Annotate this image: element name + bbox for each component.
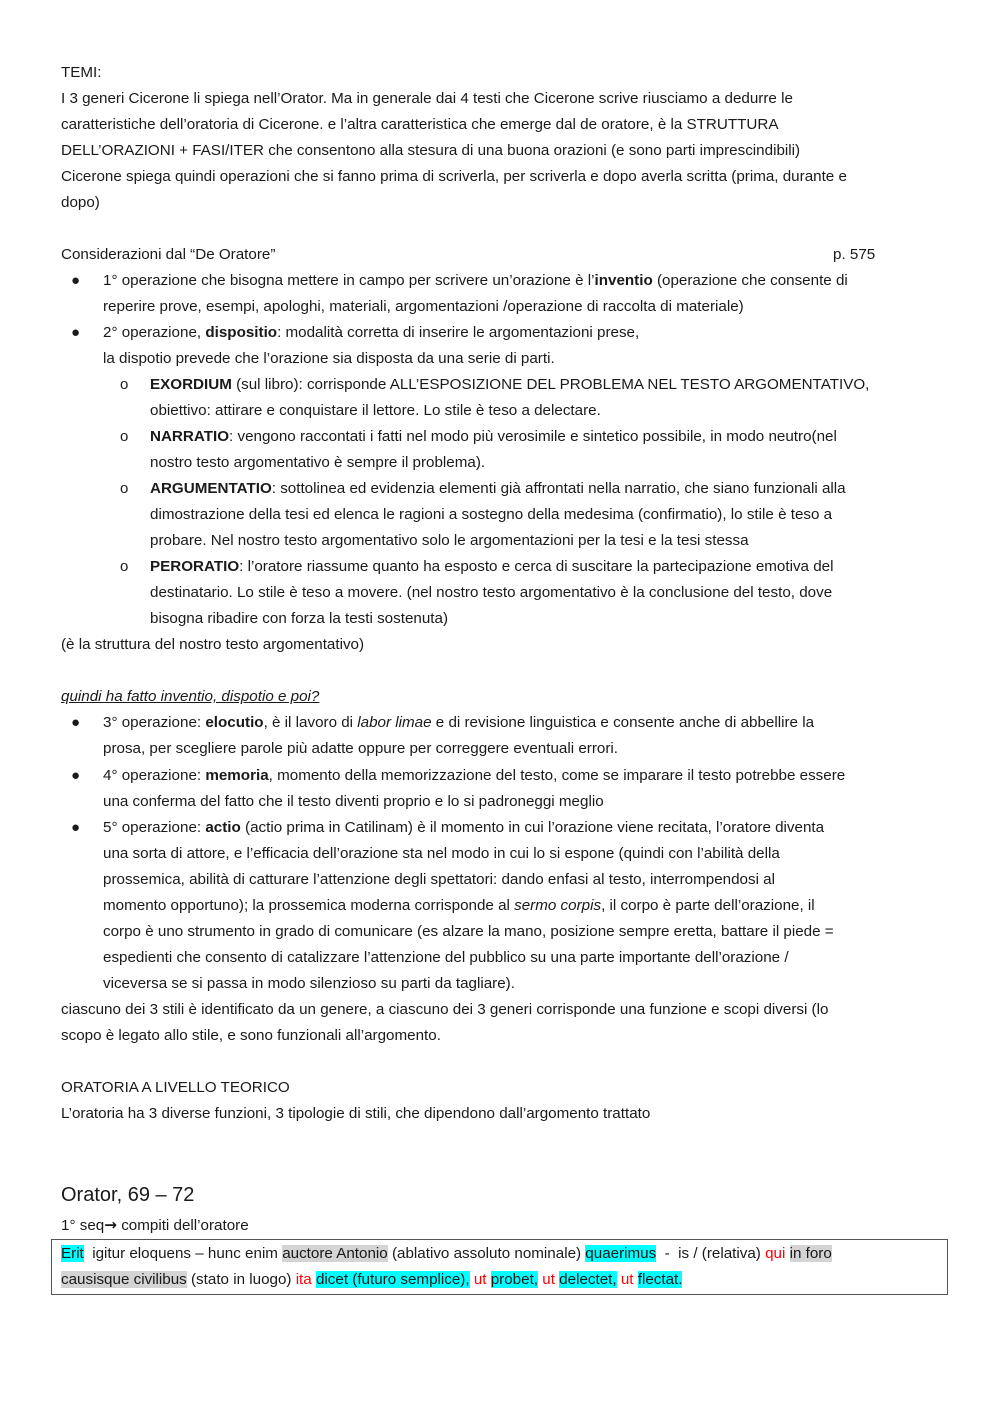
op4-pre: 4° operazione: xyxy=(103,767,206,784)
circle-bullet-icon: o xyxy=(120,558,129,575)
highlight-erit: Erit xyxy=(61,1245,84,1262)
highlight-quaerimus: quaerimus xyxy=(585,1245,657,1262)
op2-line-2: la dispotio prevede che l’orazione sia disposta da una serie di parti. xyxy=(103,350,555,367)
op1-post: (operazione che consente di xyxy=(652,272,848,289)
op5-line-4 xyxy=(103,896,815,916)
highlight-probet: probet, xyxy=(490,1271,539,1288)
argumentatio-label: ARGUMENTATIO xyxy=(150,480,272,497)
op5-post: (actio prima in Catilinam) è il momento in cui l’orazione viene recitata, l’oratore diventa xyxy=(240,819,825,836)
op3-italic: labor limae xyxy=(357,714,432,731)
exordium-line-2: obiettivo: attirare e conquistare il lettore. Lo stile è teso a delectare. xyxy=(150,402,601,419)
red-ut: ut xyxy=(542,1271,555,1288)
red-ut: ut xyxy=(620,1271,634,1288)
bullet-icon: ● xyxy=(71,767,81,784)
narratio-line-1 xyxy=(150,427,837,447)
latin-text-box xyxy=(51,1239,948,1295)
op4-bold: memoria xyxy=(205,767,269,784)
op3-post: e di revisione linguistica e consente anche di abbellire la xyxy=(431,714,815,731)
op3-bold: elocutio xyxy=(205,714,264,731)
temi-line-3: DELL’ORAZIONI + FASI/ITER che consentono alla stesura di una buona orazioni (e sono parti imprescindibili) xyxy=(61,142,801,159)
argumentatio-rest: : sottolinea ed evidenzia elementi già affrontati nella narratio, che siano funzionali alla xyxy=(271,480,846,497)
op5-line4-post: , il corpo è parte dell’orazione, il xyxy=(601,897,815,914)
red-ut: ut xyxy=(473,1271,487,1288)
exordium-line-1 xyxy=(150,375,869,395)
op5-line-5: corpo è uno strumento in grado di comunicare (es alzare la mano, posizione sempre eretta, battare il piede = xyxy=(103,923,834,940)
temi-line-5: dopo) xyxy=(61,194,100,211)
latin-line-2 xyxy=(61,1269,682,1291)
op5-line4-pre: momento opportuno); la prossemica moderna corrisponde al xyxy=(103,897,515,914)
orator-heading: Orator, 69 – 72 xyxy=(61,1184,195,1206)
bullet-icon: ● xyxy=(71,819,81,836)
highlight-in-foro: in foro xyxy=(789,1245,832,1262)
temi-heading: TEMI: xyxy=(61,64,102,81)
op2-line-1 xyxy=(103,323,639,343)
op5-line-7: viceversa se si passa in modo silenzioso su parti da tagliare). xyxy=(103,975,515,992)
considerazioni-title: Considerazioni dal “De Oratore” xyxy=(61,246,276,263)
latin-text xyxy=(785,1245,789,1262)
latin-text: (ablativo assoluto nominale) xyxy=(387,1245,586,1262)
argumentatio-line-3: probare. Nel nostro testo argomentativo solo le argomentazioni per la tesi e la tesi stessa xyxy=(150,532,749,549)
op4-line-1 xyxy=(103,766,845,786)
red-ita: ita xyxy=(295,1271,312,1288)
op5-bold: actio xyxy=(205,819,241,836)
op3-pre: 3° operazione: xyxy=(103,714,206,731)
op5-pre: 5° operazione: xyxy=(103,819,206,836)
latin-text: (stato in luogo) xyxy=(186,1271,296,1288)
exordium-rest: (sul libro): corrisponde ALL’ESPOSIZIONE DEL PROBLEMA NEL TESTO ARGOMENTATIVO, xyxy=(231,376,870,393)
op1-bold: inventio xyxy=(594,272,653,289)
argumentatio-line-2: dimostrazione della tesi ed elenca le ragioni a sostegno della medesima (confirmatio), lo stile è teso a xyxy=(150,506,833,523)
peroratio-line-1 xyxy=(150,557,834,577)
op3-mid: , è il lavoro di xyxy=(263,714,358,731)
peroratio-label: PERORATIO xyxy=(150,558,240,575)
seq-label: 1° seq xyxy=(61,1217,105,1234)
op2-pre: 2° operazione, xyxy=(103,324,206,341)
oratoria-heading: ORATORIA A LIVELLO TEORICO xyxy=(61,1079,290,1096)
circle-bullet-icon: o xyxy=(120,376,129,393)
highlight-dicet: dicet (futuro semplice), xyxy=(315,1271,470,1288)
op1-line-2: reperire prove, esempi, apologhi, materiali, argomentazioni /operazione di raccolta di materiale) xyxy=(103,298,744,315)
highlight-causisque: causisque civilibus xyxy=(61,1271,187,1288)
op5-line-3: prossemica, abilità di catturare l’attenzione degli spettatori: dando enfasi al testo, interrompendosi al xyxy=(103,871,776,888)
op3-line-2: prosa, per scegliere parole più adatte oppure per correggere eventuali errori. xyxy=(103,740,618,757)
op4-line-2: una conferma del fatto che il testo diventi proprio e lo si padroneggi meglio xyxy=(103,793,604,810)
stili-line-2: scopo è legato allo stile, e sono funzionali all’argomento. xyxy=(61,1027,441,1044)
bullet-icon: ● xyxy=(71,714,81,731)
peroratio-rest: : l’oratore riassume quanto ha esposto e cerca di suscitare la partecipazione emotiva del xyxy=(239,558,834,575)
quindi-question: quindi ha fatto inventio, dispotio e poi? xyxy=(61,688,320,705)
bullet-icon: ● xyxy=(71,324,81,341)
circle-bullet-icon: o xyxy=(120,428,129,445)
temi-line-2: caratteristiche dell’oratoria di Cicerone. e l’altra caratteristica che emerge dal de oratore, è la STRUTTURA xyxy=(61,116,779,133)
latin-text: igitur eloquens – hunc enim xyxy=(83,1245,283,1262)
op5-line4-italic: sermo corpis xyxy=(514,897,602,914)
op4-post: , momento della memorizzazione del testo, come se imparare il testo potrebbe essere xyxy=(268,767,846,784)
temi-line-1: I 3 generi Cicerone li spiega nell’Orator. Ma in generale dai 4 testi che Cicerone scrive riusciamo a dedurre le xyxy=(61,90,793,107)
argumentatio-line-1 xyxy=(150,479,846,499)
op5-line-1 xyxy=(103,818,824,838)
latin-line-1 xyxy=(61,1243,832,1265)
page-reference: p. 575 xyxy=(833,246,876,263)
op1-pre: 1° operazione che bisogna mettere in campo per scrivere un’orazione è l’ xyxy=(103,272,595,289)
op5-line-6: espedienti che consento di catalizzare l’attenzione del pubblico su una parte importante dell’orazione / xyxy=(103,949,789,966)
struttura-note: (è la struttura del nostro testo argomentativo) xyxy=(61,636,365,653)
sequence-line xyxy=(61,1215,249,1236)
highlight-flectat: flectat. xyxy=(637,1271,683,1288)
bullet-icon: ● xyxy=(71,272,81,289)
narratio-line-2: nostro testo argomentativo è sempre il problema). xyxy=(150,454,486,471)
highlight-auctore: auctore Antonio xyxy=(282,1245,388,1262)
oratoria-line: L’oratoria ha 3 diverse funzioni, 3 tipologie di stili, che dipendono dall’argomento trattato xyxy=(61,1105,651,1122)
highlight-delectet: delectet, xyxy=(559,1271,617,1288)
op1-line-1 xyxy=(103,271,848,291)
op2-post: : modalità corretta di inserire le argomentazioni prese, xyxy=(277,324,640,341)
temi-line-4: Cicerone spiega quindi operazioni che si fanno prima di scriverla, per scriverla e dopo averla scritta (prima, durante e xyxy=(61,168,847,185)
red-qui: qui xyxy=(765,1245,786,1262)
narratio-rest: : vengono raccontati i fatti nel modo più verosimile e sintetico possibile, in modo neutro(nel xyxy=(229,428,837,445)
exordium-label: EXORDIUM xyxy=(150,376,232,393)
op3-line-1 xyxy=(103,713,814,733)
peroratio-line-3: bisogna ribadire con forza la testi sostenuta) xyxy=(150,610,449,627)
stili-line-1: ciascuno dei 3 stili è identificato da un genere, a ciascuno dei 3 generi corrisponde una funzione e scopi diversi (lo xyxy=(61,1001,829,1018)
peroratio-line-2: destinatario. Lo stile è teso a movere. (nel nostro testo argomentativo è la conclusione del testo, dove xyxy=(150,584,833,601)
latin-text: - is / (relativa) xyxy=(656,1245,766,1262)
op5-line-2: una sorta di attore, e l’efficacia dell’orazione sta nel modo in cui lo si espone (quindi con l’abilità della xyxy=(103,845,780,862)
circle-bullet-icon: o xyxy=(120,480,129,497)
narratio-label: NARRATIO xyxy=(150,428,230,445)
op2-bold: dispositio xyxy=(205,324,278,341)
arrow-right-icon: → xyxy=(104,1216,117,1234)
seq-description: compiti dell’oratore xyxy=(116,1217,249,1234)
